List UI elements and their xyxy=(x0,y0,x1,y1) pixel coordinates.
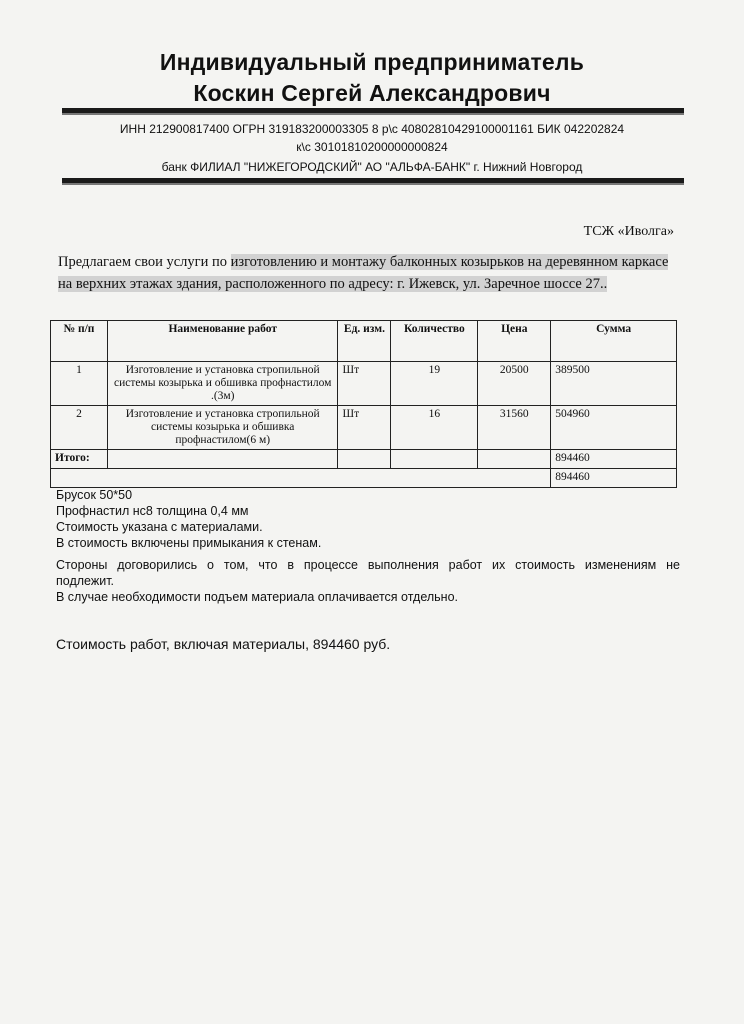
cell-name: Изготовление и установка стропильной системы козырька и обшивка профнастилом .(3м) xyxy=(107,362,338,406)
note-item: Профнастил нс8 толщина 0,4 мм xyxy=(56,504,249,518)
requisites-line2: к\с 30101810200000000824 xyxy=(296,140,448,154)
note-item: Брусок 50*50 xyxy=(56,488,133,502)
empty-cell xyxy=(478,450,551,469)
works-table xyxy=(50,320,677,488)
col-header-sum: Сумма xyxy=(551,321,677,362)
cell-num: 2 xyxy=(51,406,108,450)
requisites-line3: банк ФИЛИАЛ "НИЖЕГОРОДСКИЙ" АО "АЛЬФА-БАНК" г. Нижний Новгород xyxy=(161,160,583,174)
empty-cell xyxy=(391,450,478,469)
cell-qty: 16 xyxy=(391,406,478,450)
empty-cell xyxy=(51,469,551,488)
table-total-row xyxy=(51,450,677,469)
cell-unit: Шт xyxy=(338,406,391,450)
col-header-num: № п/п xyxy=(51,321,108,362)
empty-cell xyxy=(338,450,391,469)
header-divider-bottom xyxy=(62,178,684,185)
col-header-name: Наименование работ xyxy=(107,321,338,362)
header-title-line1: Индивидуальный предприниматель xyxy=(159,49,585,75)
table-row xyxy=(51,406,677,450)
notes-block xyxy=(56,487,680,605)
recipient: ТСЖ «Иволга» xyxy=(583,224,674,239)
total-cost-line: Стоимость работ, включая материалы, 894460 руб. xyxy=(56,636,391,652)
note-item: В случае необходимости подъем материала оплачивается отдельно. xyxy=(56,590,458,604)
header-title-line2: Коскин Сергей Александрович xyxy=(193,80,551,106)
intro-paragraph xyxy=(58,251,678,295)
note-item: Стороны договорились о том, что в процессе выполнения работ их стоимость изменениям не xyxy=(56,558,680,572)
cell-qty: 19 xyxy=(391,362,478,406)
cell-sum: 389500 xyxy=(551,362,677,406)
cell-price: 31560 xyxy=(478,406,551,450)
empty-cell xyxy=(107,450,338,469)
cell-name: Изготовление и установка стропильной системы козырька и обшивка профнастилом(6 м) xyxy=(107,406,338,450)
col-header-qty: Количество xyxy=(391,321,478,362)
cell-unit: Шт xyxy=(338,362,391,406)
header-divider-top xyxy=(62,108,684,115)
total-label: Итого: xyxy=(51,450,108,469)
cell-price: 20500 xyxy=(478,362,551,406)
cell-sum: 504960 xyxy=(551,406,677,450)
grand-sum: 894460 xyxy=(551,469,677,488)
col-header-price: Цена xyxy=(478,321,551,362)
col-header-unit: Ед. изм. xyxy=(338,321,391,362)
intro-prefix: Предлагаем свои услуги по xyxy=(58,254,231,270)
requisites-line1: ИНН 212900817400 ОГРН 319183200003305 8 р\с 40802810429100001161 БИК 042202824 xyxy=(119,122,625,136)
total-sum: 894460 xyxy=(551,450,677,469)
note-item: В стоимость включены примыкания к стенам. xyxy=(56,536,322,550)
table-grand-row xyxy=(51,469,677,488)
cell-num: 1 xyxy=(51,362,108,406)
intro-highlighted: изготовлению и монтажу балконных козырьков на деревянном каркасе на верхних этажах здания, расположенного по адресу: г. Ижевск, ул. Заречное шоссе 27.. xyxy=(58,254,669,292)
table-row xyxy=(51,362,677,406)
note-item: Стоимость указана с материалами. xyxy=(56,520,263,534)
table-header-row xyxy=(51,321,677,362)
note-item: подлежит. xyxy=(56,574,115,588)
